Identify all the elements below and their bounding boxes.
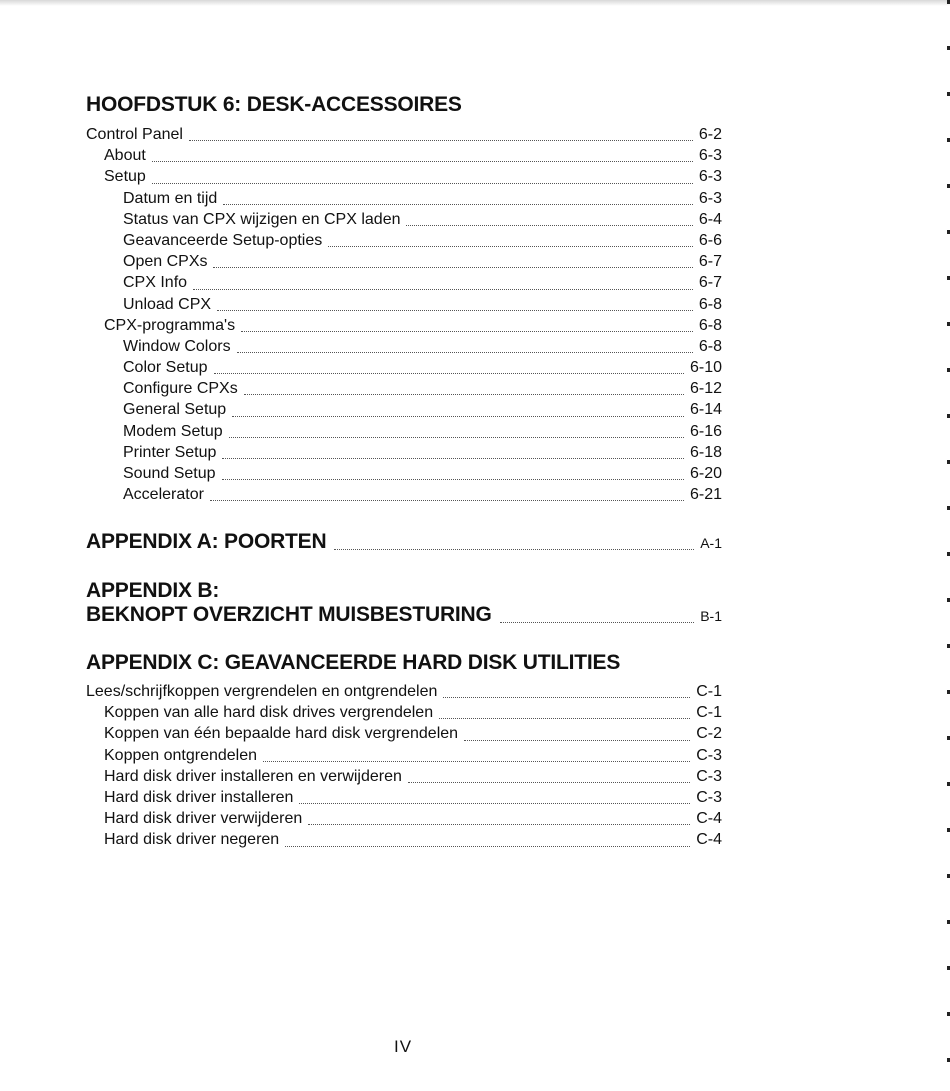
appendix-a-heading: APPENDIX A: POORTEN <box>86 530 327 553</box>
toc-entry-page: 6-16 <box>689 422 722 440</box>
toc-entry-label: Control Panel <box>86 126 183 143</box>
appendix-b-heading-line2: BEKNOPT OVERZICHT MUISBESTURING <box>86 603 492 626</box>
toc-entry-page: 6-3 <box>698 189 722 207</box>
toc-entry-page: 6-7 <box>698 253 722 271</box>
dot-leader <box>232 416 684 417</box>
toc-entry-page: 6-7 <box>698 274 722 292</box>
dot-leader <box>443 697 690 698</box>
dot-leader <box>334 549 694 550</box>
toc-entry <box>0 251 722 272</box>
toc-entry <box>0 357 722 378</box>
toc-entry-label: Color Setup <box>123 359 208 377</box>
toc-entry-label: Geavanceerde Setup-opties <box>123 231 323 249</box>
toc-entry <box>0 230 722 251</box>
toc-entry-label: About <box>104 147 146 165</box>
toc-entry <box>0 766 722 787</box>
toc-entry <box>0 166 722 187</box>
toc-entry <box>0 145 722 166</box>
dot-leader <box>299 803 690 804</box>
dot-leader <box>241 331 693 332</box>
dot-leader <box>193 289 693 290</box>
toc-entry <box>0 787 722 808</box>
appendix-b-heading-line1: APPENDIX B: <box>86 579 220 602</box>
appendix-a-row <box>86 530 722 554</box>
toc-entry <box>0 209 722 230</box>
appendix-b-page: B-1 <box>700 608 722 624</box>
toc-entry <box>0 442 722 463</box>
dot-leader <box>439 718 690 719</box>
toc-entry-label: CPX-programma's <box>104 316 236 334</box>
appendix-b-row <box>86 603 722 627</box>
toc-entry-page: 6-8 <box>698 316 722 334</box>
dot-leader <box>308 824 690 825</box>
toc-entry-page: C-4 <box>696 810 722 828</box>
toc-entry-page: 6-3 <box>698 147 722 165</box>
toc-entry <box>0 378 722 399</box>
dot-leader <box>229 437 684 438</box>
toc-entry-label: Setup <box>104 168 146 186</box>
toc-entry-label: Modem Setup <box>123 422 223 440</box>
toc-entry <box>0 829 722 850</box>
toc-entry-label: Koppen ontgrendelen <box>104 746 258 764</box>
toc-entry-page: 6-21 <box>689 486 722 504</box>
toc-entry <box>0 188 722 209</box>
appendix-a-page: A-1 <box>700 535 722 551</box>
toc-entry-label: Hard disk driver negeren <box>104 831 280 849</box>
toc-entry-page: C-3 <box>696 767 722 785</box>
toc-entry-label: Lees/schrijfkoppen vergrendelen en ontgrendelen <box>86 683 438 700</box>
toc-entry-page: 6-12 <box>689 380 722 398</box>
toc-entry-label: Status van CPX wijzigen en CPX laden <box>123 210 401 228</box>
dot-leader <box>263 761 690 762</box>
toc-entry-page: 6-3 <box>698 168 722 186</box>
toc-entry-label: General Setup <box>123 401 227 419</box>
dot-leader <box>222 458 684 459</box>
dot-leader <box>408 782 690 783</box>
toc-entry <box>0 399 722 420</box>
toc-entry-label: Sound Setup <box>123 465 216 482</box>
toc-entry <box>0 702 722 723</box>
dot-leader <box>152 183 693 184</box>
chapter6-entry-list <box>0 124 950 505</box>
dot-leader <box>500 622 695 623</box>
toc-entry <box>0 315 722 336</box>
dot-leader <box>328 246 693 247</box>
appendix-c-entry-list <box>0 681 950 851</box>
dot-leader <box>217 310 693 311</box>
toc-entry-page: C-3 <box>696 788 722 806</box>
toc-entry-page: 6-4 <box>698 210 722 228</box>
toc-entry-page: 6-8 <box>698 295 722 313</box>
page-number: IV <box>393 1037 413 1056</box>
toc-entry-page: 6-10 <box>689 359 722 377</box>
toc-entry-label: Open CPXs <box>123 253 208 271</box>
toc-entry-page: 6-2 <box>698 126 722 143</box>
toc-entry <box>0 463 722 484</box>
toc-entry <box>0 681 722 702</box>
appendix-c-heading: APPENDIX C: GEAVANCEERDE HARD DISK UTILITIES <box>86 651 621 674</box>
dot-leader <box>237 352 693 353</box>
toc-entry <box>0 723 722 744</box>
dot-leader <box>244 394 684 395</box>
toc-entry-page: C-4 <box>696 831 722 849</box>
toc-entry-page: C-1 <box>696 683 722 700</box>
chapter6-heading: HOOFDSTUK 6: DESK-ACCESSOIRES <box>86 93 462 116</box>
dot-leader <box>210 500 684 501</box>
toc-entry-page: C-2 <box>696 725 722 743</box>
toc-entry-label: Window Colors <box>123 337 231 355</box>
toc-entry-label: Datum en tijd <box>123 189 218 207</box>
dot-leader <box>214 373 684 374</box>
toc-entry-label: Hard disk driver verwijderen <box>104 810 303 828</box>
toc-entry <box>0 124 722 145</box>
dot-leader <box>285 846 690 847</box>
toc-entry-label: Configure CPXs <box>123 380 238 398</box>
dot-leader <box>152 161 693 162</box>
toc-entry-label: Accelerator <box>123 486 204 504</box>
dot-leader <box>222 479 684 480</box>
toc-entry <box>0 745 722 766</box>
dot-leader <box>223 204 693 205</box>
toc-entry-page: 6-18 <box>689 443 722 461</box>
toc-entry-label: CPX Info <box>123 274 188 292</box>
dot-leader <box>189 140 693 141</box>
toc-entry-page: 6-6 <box>698 231 722 249</box>
toc-entry <box>0 294 722 315</box>
toc-entry <box>0 421 722 442</box>
toc-entry <box>0 272 722 293</box>
toc-entry-page: 6-14 <box>689 401 722 419</box>
toc-entry-page: C-3 <box>696 746 722 764</box>
toc-entry-label: Koppen van één bepaalde hard disk vergrendelen <box>104 725 459 743</box>
toc-entry-page: 6-20 <box>689 465 722 482</box>
toc-entry <box>0 808 722 829</box>
toc-entry-label: Hard disk driver installeren en verwijderen <box>104 767 402 785</box>
toc-entry-label: Unload CPX <box>123 295 212 313</box>
toc-entry-page: C-1 <box>696 704 722 722</box>
dot-leader <box>213 267 692 268</box>
dot-leader <box>406 225 692 226</box>
toc-entry-page: 6-8 <box>698 337 722 355</box>
toc-entry <box>0 484 722 505</box>
toc-entry <box>0 336 722 357</box>
dot-leader <box>464 740 690 741</box>
toc-entry-label: Printer Setup <box>123 443 217 461</box>
toc-entry-label: Hard disk driver installeren <box>104 788 294 806</box>
toc-entry-label: Koppen van alle hard disk drives vergrendelen <box>104 704 434 722</box>
